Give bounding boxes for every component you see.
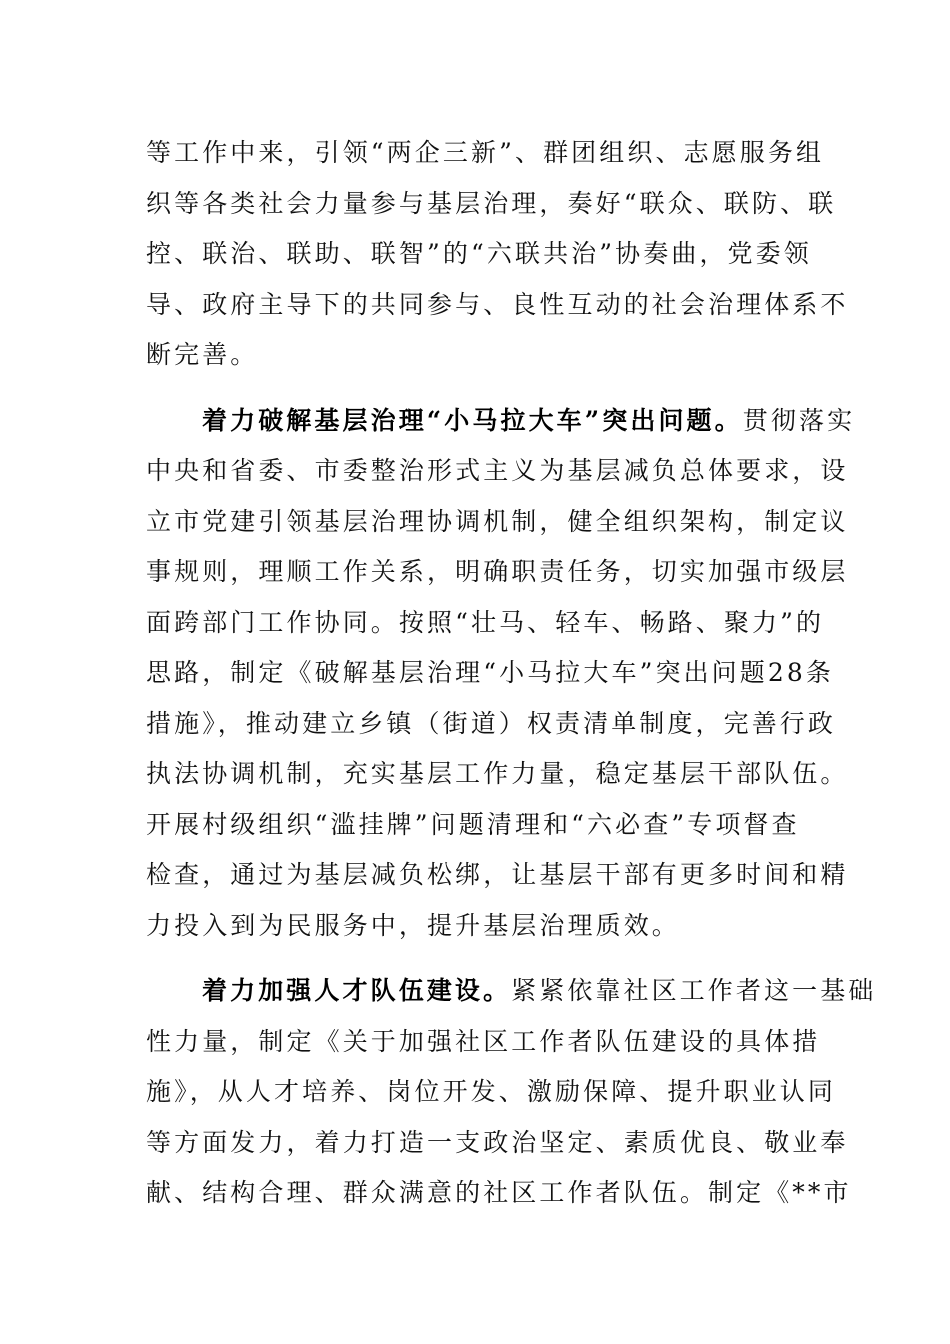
paragraph-gap [146,951,806,966]
text-line: 等工作中来，引领“两企三新”、群团组织、志愿服务组 [146,138,825,167]
paragraph-gap [146,381,806,396]
text-line: 检查，通过为基层减负松绑，让基层干部有更多时间和精 [146,860,849,889]
paragraph-heading: 着力破解基层治理“小马拉大车”突出问题。 [202,405,743,435]
paragraph-first-line [146,396,856,447]
text-line: 施》，从人才培养、岗位开发、激励保障、提升职业认同 [146,1077,837,1106]
text-line: 断完善。 [146,340,259,369]
text-line: 力投入到为民服务中，提升基层治理质效。 [146,910,680,940]
text-line: 思路，制定《破解基层治理“小马拉大车”突出问题28条 [146,658,834,687]
text-line: 导、政府主导下的共同参与、良性互动的社会治理体系不 [146,289,849,319]
text-line: 中央和省委、市委整治形式主义为基层减负总体要求，设 [146,456,849,485]
text-line: 开展村级组织“滥挂牌”问题清理和“六必查”专项督查 [146,809,800,839]
paragraph-1 [146,128,849,381]
text-line: 措施》，推动建立乡镇（街道）权责清单制度，完善行政 [146,708,837,738]
text-line: 面跨部门工作协同。按照“壮马、轻车、畅路、聚力”的 [146,607,825,637]
paragraph-3 [146,966,877,1219]
text-line: 执法协调机制，充实基层工作力量，稳定基层干部队伍。 [146,759,849,788]
text-line: 织等各类社会力量参与基层治理，奏好“联众、联防、联 [146,188,837,218]
paragraph-2 [146,396,856,952]
text-line: 献、结构合理、群众满意的社区工作者队伍。制定《**市 [146,1178,852,1207]
paragraph-text: 紧紧依靠社区工作者这一基础 [511,976,877,1005]
paragraph-first-line [146,966,877,1017]
text-line: 等方面发力，着力打造一支政治坚定、素质优良、敬业奉 [146,1127,849,1157]
paragraph-text: 贯彻落实 [742,405,856,435]
text-line: 立市党建引领基层治理协调机制，健全组织架构，制定议 [146,506,849,536]
paragraph-heading: 着力加强人才队伍建设。 [202,976,512,1005]
text-line: 控、联治、联助、联智”的“六联共治”协奏曲，党委领 [146,239,812,268]
document-body [146,128,877,1219]
text-line: 事规则，理顺工作关系，明确职责任务，切实加强市级层 [146,557,849,586]
text-line: 性力量，制定《关于加强社区工作者队伍建设的具体措 [146,1026,821,1056]
